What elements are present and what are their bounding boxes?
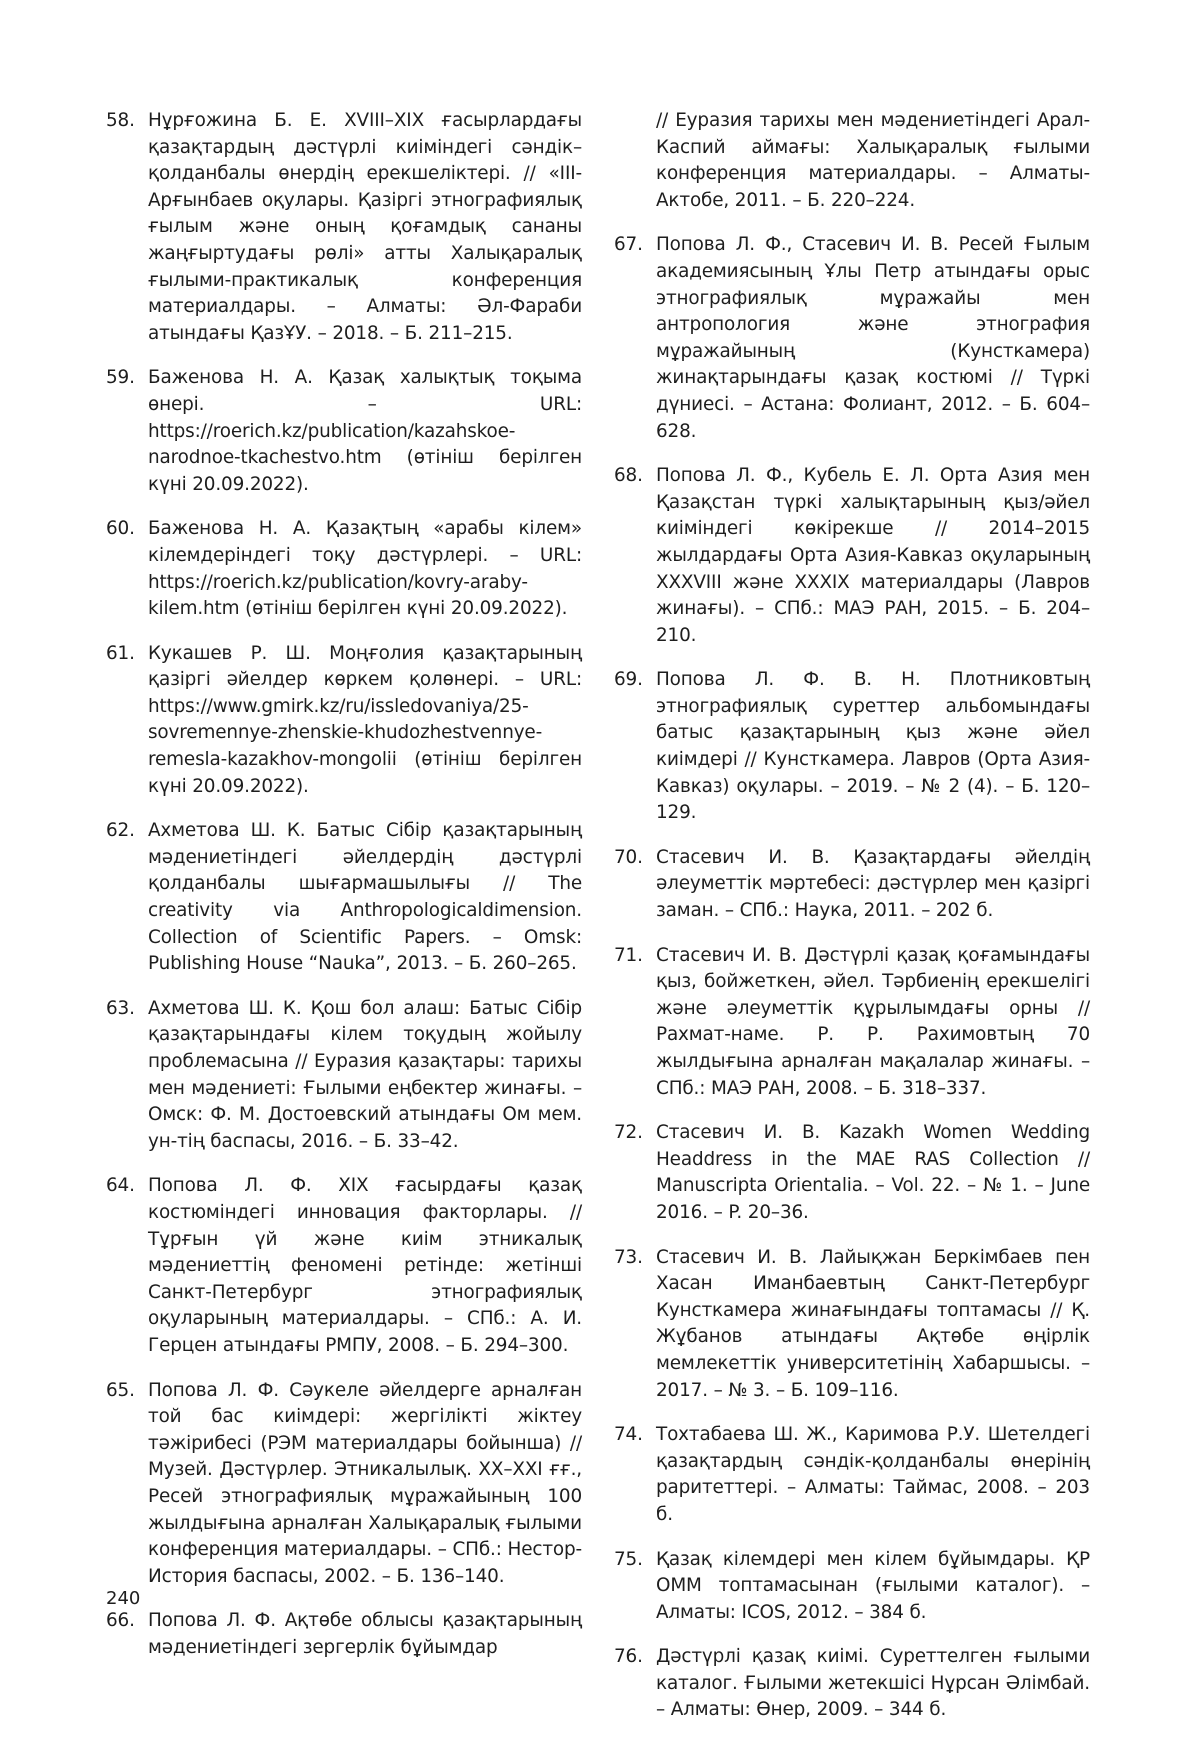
reference-item <box>106 1378 582 1591</box>
reference-item <box>614 667 1090 827</box>
reference-text: Кукашев Р. Ш. Моңғолия қазақтарының қазіргі әйелдер көркем қолөнері. – URL: https://www.gmirk.kz/ru/issledovaniya/25-sovremennye-zhenskie-khudozhestvennye-remesla-kazakhov-mongolii (өтініш берілген күні 20.09.2022). <box>148 642 582 797</box>
reference-item <box>106 1608 582 1661</box>
reference-item <box>106 108 582 347</box>
reference-number: 62. <box>106 820 135 842</box>
reference-text: Стасевич И. В. Kazakh Women Wedding Headdress in the MAE RAS Collection // Manuscripta Orientalia. – Vol. 22. – № 1. – June 2016. – P. 20–36. <box>656 1122 1090 1223</box>
reference-item <box>106 365 582 498</box>
page-number: 240 <box>106 1588 141 1609</box>
reference-text: Баженова Н. А. Қазақтың «арабы кілем» кілемдеріндегі тоқу дәстүрлері. – URL: https://roerich.kz/publication/kovry-araby-kilem.htm (өтініш берілген күні 20.09.2022). <box>148 518 582 620</box>
reference-number: 76. <box>614 1646 643 1668</box>
reference-number: 74. <box>614 1424 643 1446</box>
reference-list-right <box>614 108 1090 1724</box>
reference-text: Попова Л. Ф. Ақтөбе облысы қазақтарының мәдениетіндегі зергерлік бұйымдар <box>148 1610 582 1658</box>
reference-number: 68. <box>614 465 643 487</box>
reference-text: Попова Л. Ф., Стасевич И. В. Ресей Ғылым академиясының Ұлы Петр атындағы орыс этнографиялық мұражайы мен антропология және этнография мұражайының (Кунсткамера) жинақтарындағы қазақ костюмі // Түркі дүниесі. – Астана: Фолиант, 2012. – Б. 604–628. <box>656 234 1090 442</box>
reference-item <box>614 1422 1090 1528</box>
reference-item <box>614 845 1090 925</box>
reference-number: 65. <box>106 1379 135 1401</box>
reference-number: 60. <box>106 518 135 540</box>
reference-number: 71. <box>614 944 643 966</box>
right-column <box>614 108 1090 1742</box>
reference-text: Попова Л. Ф. В. Н. Плотниковтың этнографиялық суреттер альбомындағы батыс қазақтарының қыз және әйел киімдері // Кунсткамера. Лавров (Орта Азия-Кавказ) оқулары. – 2019. – № 2 (4). – Б. 120–129. <box>656 669 1090 824</box>
reference-number: 69. <box>614 669 643 691</box>
reference-number: 72. <box>614 1122 643 1144</box>
reference-number: 66. <box>106 1610 135 1632</box>
reference-item <box>614 463 1090 649</box>
reference-text: Қазақ кілемдері мен кілем бұйымдары. ҚР ОММ топтамасынан (ғылыми каталог). – Алматы: ICOS, 2012. – 384 б. <box>656 1548 1090 1623</box>
reference-text: Нұрғожина Б. Е. XVIII–XIX ғасырлардағы қазақтардың дәстүрлі киіміндегі сәндік–қолданбалы өнердің ерекшеліктері. // «III-Арғынбаев оқулары. Қазіргі этнографиялық ғылым және оның қоғамдық сананы жаңғыртудағы рөлі» атты Халықаралық ғылыми-практикалық конференция материалдары. – Алматы: Әл-Фараби атындағы ҚазҰУ. – 2018. – Б. 211–215. <box>148 110 582 344</box>
reference-text: Ахметова Ш. К. Батыс Сібір қазақтарының мәдениетіндегі әйелдердің дәстүрлі қолданбалы шығармашылығы // The creativity via Anthropologicaldimension. Collection of Scientific Papers. – Omsk: Publishing House “Nauka”, 2013. – Б. 260–265. <box>148 820 582 975</box>
reference-text: // Еуразия тарихы мен мәдениетіндегі Арал-Каспий аймағы: Халықаралық ғылыми конференция материалдары. – Алматы-Актобе, 2011. – Б. 220–224. <box>656 110 1090 211</box>
reference-item <box>614 108 1090 214</box>
reference-text: Ахметова Ш. К. Қош бол алаш: Батыс Сібір қазақтарындағы кілем тоқудың жойылу проблемасына // Еуразия қазақтары: тарихы мен мәдениеті: Ғылыми еңбектер жинағы. – Омск: Ф. М. Достоевский атындағы Ом мем. ун-тің баспасы, 2016. – Б. 33–42. <box>148 997 582 1152</box>
reference-item <box>614 1547 1090 1627</box>
reference-text: Стасевич И. В. Лайықжан Беркімбаев пен Хасан Иманбаевтың Санкт-Петербург Кунсткамера жинағындағы топтамасы // Қ. Жұбанов атындағы Ақтөбе өңірлік мемлекеттік университетінің Хабаршысы. – 2017. – № 3. – Б. 109–116. <box>656 1246 1090 1401</box>
reference-item <box>106 818 582 978</box>
reference-number: 70. <box>614 846 643 868</box>
reference-number: 59. <box>106 367 135 389</box>
reference-number: 75. <box>614 1548 643 1570</box>
reference-text: Попова Л. Ф. Сәукеле әйелдерге арналған той бас киімдері: жергілікті жіктеу тәжірибесі (РЭМ материалдары бойынша) // Музей. Дәстүрлер. Этникалылық. XX–XXI ғғ., Ресей этнографиялық мұражайының 100 жылдығына арналған Халықаралық ғылыми конференция материалдары. – СПб.: Нестор-История баспасы, 2002. – Б. 136–140. <box>148 1379 582 1587</box>
left-column <box>106 108 582 1679</box>
reference-item <box>106 641 582 801</box>
reference-text: Стасевич И. В. Дәстүрлі қазақ қоғамындағы қыз, бойжеткен, әйел. Тәрбиенің ерекшелігі және әлеуметтік құрылымдағы орны // Рахмат-наме. Р. Р. Рахимовтың 70 жылдығына арналған мақалалар жинағы. – СПб.: МАЭ РАН, 2008. – Б. 318–337. <box>656 944 1090 1099</box>
reference-number: 67. <box>614 234 643 256</box>
reference-number: 61. <box>106 642 135 664</box>
reference-text: Дәстүрлі қазақ киімі. Суреттелген ғылыми каталог. Ғылыми жетекшісі Нұрсан Әлімбай. – Алматы: Өнер, 2009. – 344 б. <box>656 1646 1090 1721</box>
reference-text: Попова Л. Ф., Кубель Е. Л. Орта Азия мен Қазақстан түркі халықтарының қыз/әйел киіміндегі көкірекше // 2014–2015 жылдардағы Орта Азия-Кавказ оқуларының XXXVIII және XXXIX материалдары (Лавров жинағы). – СПб.: МАЭ РАН, 2015. – Б. 204–210. <box>656 465 1090 646</box>
reference-item <box>614 1644 1090 1724</box>
reference-number: 58. <box>106 110 135 131</box>
reference-list-left <box>106 108 582 1661</box>
reference-text: Попова Л. Ф. XIX ғасырдағы қазақ костюміндегі инновация факторлары. // Тұрғын үй және киім этникалық мәдениеттің феномені ретінде: жетінші Санкт-Петербург этнографиялық оқуларының материалдары. – СПб.: А. И. Герцен атындағы РМПУ, 2008. – Б. 294–300. <box>148 1175 582 1356</box>
reference-item <box>106 996 582 1156</box>
reference-item <box>106 516 582 622</box>
reference-item <box>614 1245 1090 1405</box>
reference-number: 63. <box>106 997 135 1019</box>
reference-item <box>614 943 1090 1103</box>
reference-text: Тохтабаева Ш. Ж., Каримова Р.У. Шетелдегі қазақтардың сәндік-қолданбалы өнерінің раритеттері. – Алматы: Таймас, 2008. – 203 б. <box>656 1424 1090 1525</box>
reference-number: 64. <box>106 1175 135 1197</box>
reference-item <box>614 232 1090 445</box>
reference-number: 73. <box>614 1246 643 1268</box>
reference-item <box>106 1173 582 1359</box>
reference-item <box>614 1120 1090 1226</box>
reference-text: Баженова Н. А. Қазақ халықтық тоқыма өнері. – URL: https://roerich.kz/publication/kazahskoe-narodnoe-tkachestvo.htm (өтініш берілген күні 20.09.2022). <box>148 367 582 495</box>
reference-text: Стасевич И. В. Қазақтардағы әйелдің әлеуметтік мәртебесі: дәстүрлер мен қазіргі заман. – СПб.: Наука, 2011. – 202 б. <box>656 846 1090 922</box>
